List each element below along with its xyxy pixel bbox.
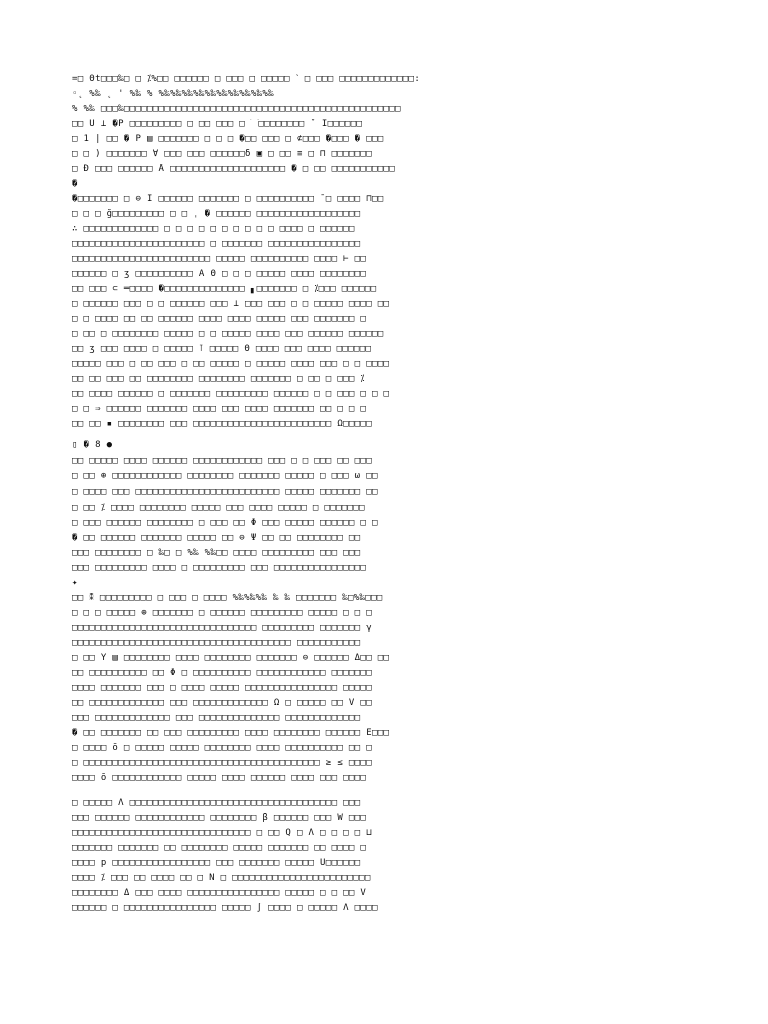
text-line: □□ □□ ▪ □□□□□□□□ □□□ □□□□□□□□□□□□□□□□□□□□□□□□ Ω□□□□□ bbox=[72, 419, 372, 429]
text-line: □ □□ ⊕ □□□□□□□□□□□□ □□□□□□□□ □□□□□□□ □□□□□ □ □□□ ω □□ bbox=[72, 471, 378, 481]
text-line: � bbox=[72, 179, 78, 189]
text-line: □□□□□ □□□ □ □□ □□□ □ □□ □□□□□ □ □□□□□ □□□□ □□□ □ □ □□□□ bbox=[72, 359, 390, 369]
text-line: □ □□□□ □□□ □□□□□□□□□□□□□□□□□□□□□□□□□ □□□□□ □□□□□□□ □□ bbox=[72, 487, 378, 497]
text-line: □ Ð □□□ □□□□□□ Å □□□□□□□□□□□□□□□□□□□□ � □ □□ □□□□□□□□□□□ bbox=[72, 164, 396, 174]
text-line: � □□ □□□□□□□ □□ □□□ □□□□□□□□□ □□□□ □□□□□□□□ □□□□□□ É□□□ bbox=[72, 728, 390, 738]
text-line: □□ □□□□□ □□□□ □□□□□□ □□□□□□□□□□□□ □□□ □ □ □□□ □□ □□□ bbox=[72, 456, 372, 466]
text-line: □ 1 ∣ □□ � P ▤ □□□□□□□ □ □ □ �□□ □□□ □ ⊄□□□ �□□□ � □□□ bbox=[72, 134, 384, 144]
text-line: □□□□□□□□ Δ □□□ □□□□ □□□□□□□□□□□□□□□□ □□□□□ □ □ □□ V bbox=[72, 888, 367, 898]
text-line: □ □ ⇒ □□□□□□ □□□□□□□ □□□□ □□□ □□□□ □□□□□□□ □□ □ □ □ bbox=[72, 404, 367, 414]
text-line: □ □□□□□ Λ □□□□□□□□□□□□□□□□□□□□□□□□□□□□□□□□□□□□ □□□ bbox=[72, 798, 361, 808]
text-line: □ □□ □ □□□□□□□□ □□□□□ □ □ □□□□□ □□□□ □□□ □□□□□□ □□□□□□ bbox=[72, 329, 384, 339]
text-line: □ □□ ⁒ □□□□ □□□□□□□□ □□□□□ □□□ □□□□ □□□□□ □ □□□□□□□ bbox=[72, 503, 365, 513]
text-line: □□□□□□□□□□□□□□□□□□□□□□□□□□□□□□□□ □□□□□□□□□ □□□□□□□ γ bbox=[72, 623, 372, 633]
text-line: □□ □□□□ □□□□□□ □ □□□□□□□ □□□□□□□□□ □□□□□□ □ □ □□□ □ □ □ bbox=[72, 389, 390, 399]
text-line: □□□ □□□□□□ □□□□□□□□□□□□ □□□□□□□□ β □□□□□□ □□□ W □□□ bbox=[72, 813, 367, 823]
text-line: □□ ⁑ □□□□□□□□□ □ □□□ □ □□□□ %‰%‰%‰ ‰ ‰ □□□□□□□ ‰□%‰□□□ bbox=[72, 593, 383, 603]
text-line: � □□ □□□□□□ □□□□□□□ □□□□□ □□ ⊖ Ψ □□ □□ □□□□□□□□ □□ bbox=[72, 533, 361, 543]
text-line: □□ ʒ □□□ □□□□ □ □□□□□ ⊺ □□□□□ Θ □□□□ □□□ □□□□ □□□□□□ bbox=[72, 344, 372, 354]
text-line: □□□ □□□□□□□□□ □□□□ □ □□□□□□□□□ □□□ □□□□□□□□□□□□□□□□ bbox=[72, 563, 367, 573]
text-line: □□□□ ō □□□□□□□□□□□□ □□□□□ □□□□ □□□□□□ □□□□ □□□ □□□□ bbox=[72, 773, 367, 783]
text-line: □□□□ □□□□□□□ □□□ □ □□□□ □□□□□ □□□□□□□□□□□□□□□□ □□□□□ bbox=[72, 683, 372, 693]
text-line: ∴ □□□□□□□□□□□□□ □ □ □ □ □ □ □ □ □ □ □□□□ □ □□□□□□ bbox=[72, 224, 355, 234]
text-line: □ □□□ □□□□□□ □□□□□□□□ □ □□□ □□ Φ □□□ □□□□□ □□□□□□ □ □ bbox=[72, 518, 378, 528]
text-line: □□ □□□□□□□□□□ □□ Φ □ □□□□□□□□□□ □□□□□□□□□□□□ □□□□□□□ bbox=[72, 668, 372, 678]
text-line: □□□□ p □□□□□□□□□□□□□□□□□ □□□ □□□□□□□ □□□□□ Ü□□□□□□ bbox=[72, 858, 361, 868]
text-line: □ □ □□□□ □□ □□ □□□□□□ □□□□ □□□□ □□□□□ □□□ □□□□□□□ □ bbox=[72, 314, 367, 324]
text-line: □ □ ) □□□□□□□ ∀ □□□ □□□ □□□□□□δ ▣ □ □□ ≡ □ ⊓ □□□□□□□ bbox=[72, 149, 372, 159]
text-line: □□□□□□□□□□□□□□□□□□□□□□□ □ □□□□□□□ □□□□□□□□□□□□□□□□ bbox=[72, 239, 361, 249]
text-line: ✦ bbox=[72, 578, 78, 588]
text-line: □□□□ ⁒ □□□ □□ □□□□ □□ □ N □ □□□□□□□□□□□□□□□□□□□□□□□□ bbox=[72, 873, 371, 883]
text-line: □□□□□□□□□□□□□□□□□□□□□□□□□□□□□□□□□□□□□□ □□□□□□□□□□□ bbox=[72, 638, 361, 648]
text-line: □□ Û ⊥ �P □□□□□□□□□ □ □□ □□□ □ ⁀□□□□□□□□ ˇ Ι□□□□□□ bbox=[72, 119, 363, 129]
text-line: □□□ □□□□□□□□□□□□□ □□□ □□□□□□□□□□□□□□ □□□□□□□□□□□□□ bbox=[72, 713, 361, 723]
text-line: =□ Θt□□□‰□ □ ⁒%□□ □□□□□□ □ □□□ □ □□□□□ ˋ □ □□□ □□□□□□□□□□□□□: bbox=[72, 74, 421, 84]
text-line: □ □□□□□□□□□□□□□□□□□□□□□□□□□□□□□□□□□□□□□□□□□ ≥ ≤ □□□□ bbox=[72, 758, 372, 768]
text-line: □□ □□□ ⊂ ═□□□□ �□□□□□□□□□□□□□□ ▖□□□□□□□ □ ⁒□□□ □□□□□□ bbox=[72, 284, 377, 294]
text-line: □□□ □□□□□□□□ □ ‰□ □ %‰ %‰□□ □□□□ □□□□□□□□□ □□□ □□□ bbox=[72, 548, 361, 558]
text-line: ◦˛ %‰ ˛ ' %‰ % %‰%‰%‰%‰%‰%‰%‰%‰%‰%‰ bbox=[72, 89, 274, 99]
text-line: % %‰ □□□‰□□□□□□□□□□□□□□□□□□□□□□□□□□□□□□□□□□□□□□□□□□□□□□□□ bbox=[72, 104, 401, 114]
text-line: □□□□□□□□□□□□□□□□□□□□□□□□□□□□□□□ □ □□ Q □ Λ □ □ □ □ ⊔ bbox=[72, 828, 372, 838]
text-line: �□□□□□□□ □ ⊖ Ι □□□□□□ □□□□□□□ □ □□□□□□□□□□ ¯□ □□□□ ⊓□□ bbox=[72, 194, 384, 204]
text-line: □□□□□□□□□□□□□□□□□□□□□□□□ □□□□□ □□□□□□□□□□ □□□□ ⊢ □□ bbox=[72, 254, 367, 264]
text-line: □ □□ Y ▤ □□□□□□□□ □□□□ □□□□□□□□ □□□□□□□ ⊖ □□□□□□ Δ□□ □□ bbox=[72, 653, 390, 663]
text-line: □□ □□□□□□□□□□□□□ □□□ □□□□□□□□□□□□□ Ω □ □□□□□ □□ V □□ bbox=[72, 698, 372, 708]
text-line: □□ □□ □□□ □□ □□□□□□□□ □□□□□□□□ □□□□□□□ □ □□ □ □□□ ⁒ bbox=[72, 374, 365, 384]
text-line: □ □ □ □□□□□ ⊕ □□□□□□□ □ □□□□□□ □□□□□□□□□ □□□□□ □ □ □ bbox=[72, 608, 372, 618]
text-line: □ □ □ ğ□□□□□□□□□ □ □ ˌ � □□□□□□ □□□□□□□□□□□□□□□□□□ bbox=[72, 209, 361, 219]
text-line: □□□□□□ □ ʒ □□□□□□□□□□ Ä Θ □ □ □ □□□□□ □□□□ □□□□□□□□ bbox=[72, 269, 367, 279]
text-line: □ □□□□□□ □□□ □ □ □□□□□□ □□□ ⊥ □□□ □□□ □ □ □□□□□ □□□□ □□ bbox=[72, 299, 390, 309]
text-line: ▯ � 8 ● bbox=[72, 440, 113, 450]
text-line: □□□□□□□ □□□□□□□ □□ □□□□□□□□ □□□□□ □□□□□□□ □□ □□□□ □ bbox=[72, 843, 367, 853]
text-line: □ □□□□ ō □ □□□□□ □□□□□ □□□□□□□□ □□□□ □□□□□□□□□□ □□ □ bbox=[72, 743, 372, 753]
text-line: □□□□□□ □ □□□□□□□□□□□□□□□□ □□□□□ ∫ □□□□ □ □□□□□ Λ □□□□ bbox=[72, 903, 378, 913]
